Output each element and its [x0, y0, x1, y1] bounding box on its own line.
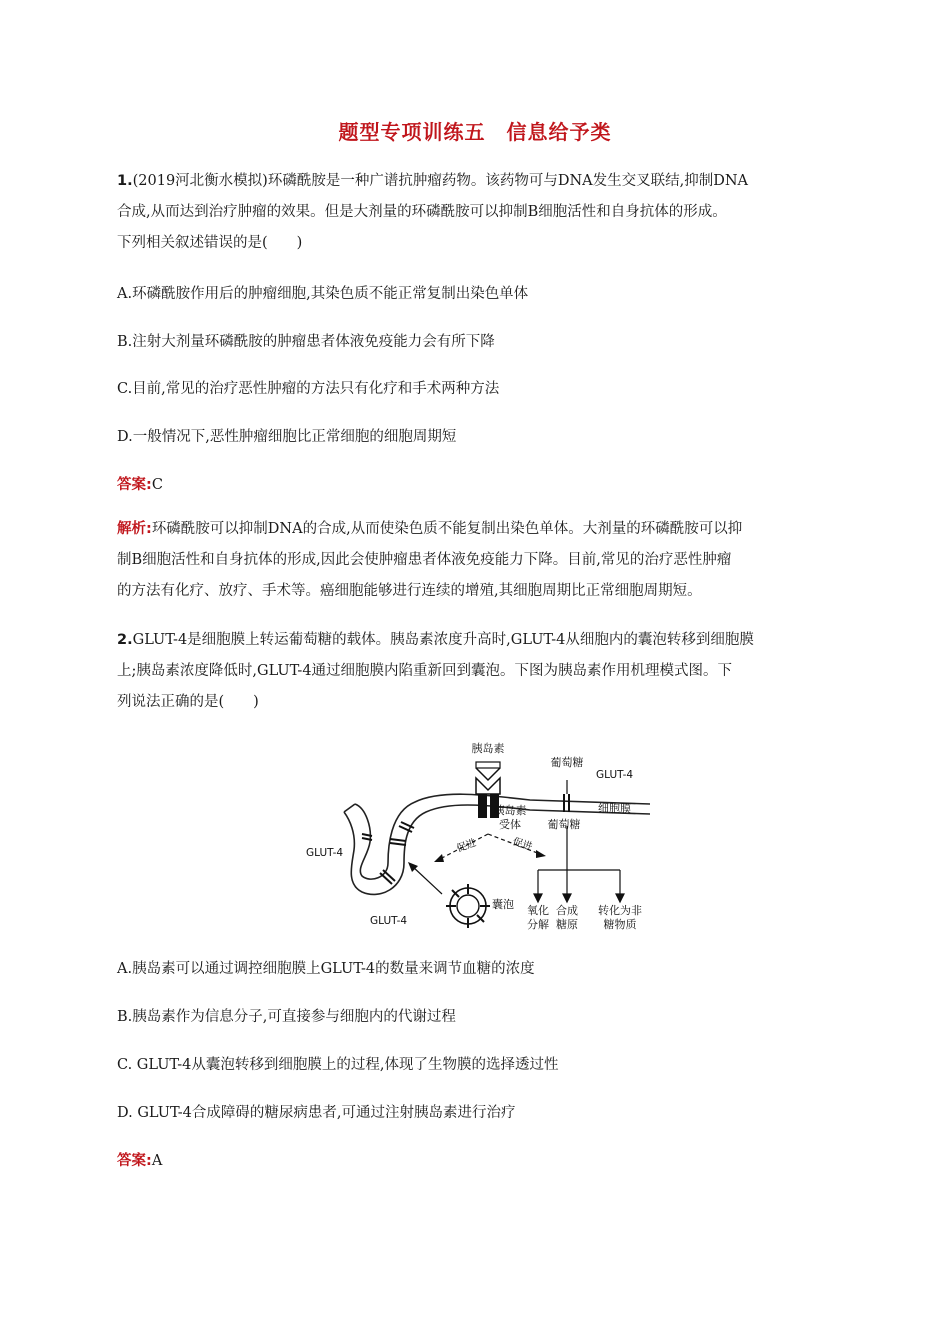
label-oxidation-1: 氧化 — [527, 904, 549, 917]
question-2-line-1: GLUT-4是细胞膜上转运葡萄糖的载体。胰岛素浓度升高时,GLUT-4从细胞内的囊泡转移到细胞膜 — [132, 632, 754, 648]
question-1-line-2: 合成,从而达到治疗肿瘤的效果。但是大剂量的环磷酰胺可以抑制B细胞活性和自身抗体的形成。 — [117, 204, 727, 220]
question-1-stem — [117, 166, 837, 259]
answer-label: 答案: — [117, 477, 152, 493]
vesicle — [446, 884, 490, 928]
label-membrane: 细胞膜 — [598, 802, 631, 815]
question-1-option-c: C.目前,常见的治疗恶性肿瘤的方法只有化疗和手术两种方法 — [117, 381, 500, 397]
label-glut4-bottom: GLUT-4 — [370, 915, 408, 927]
question-1-analysis — [117, 514, 837, 607]
promote-arrowhead-left — [434, 854, 444, 862]
label-receptor-1: 胰岛素 — [493, 804, 527, 817]
label-non-sugar-1: 转化为非 — [598, 904, 642, 917]
question-1-answer — [117, 473, 163, 494]
question-2-option-d: D. GLUT-4合成障碍的糖尿病患者,可通过注射胰岛素进行治疗 — [117, 1105, 516, 1121]
question-1-line-3: 下列相关叙述错误的是( ) — [117, 235, 303, 251]
label-glucose-top: 葡萄糖 — [550, 756, 584, 769]
question-1-option-a: A.环磷酰胺作用后的肿瘤细胞,其染色质不能正常复制出染色单体 — [117, 286, 529, 302]
question-1-option-b: B.注射大剂量环磷酰胺的肿瘤患者体液免疫能力会有所下降 — [117, 334, 495, 350]
question-2-line-3: 列说法正确的是( ) — [117, 694, 259, 710]
glucose-pathway-arrows — [534, 780, 624, 902]
label-non-sugar-2: 糖物质 — [603, 918, 637, 931]
question-1-option-d: D.一般情况下,恶性肿瘤细胞比正常细胞的细胞周期短 — [117, 429, 457, 445]
question-2-line-2: 上;胰岛素浓度降低时,GLUT-4通过细胞膜内陷重新回到囊泡。下图为胰岛素作用机理模式图。下 — [117, 663, 733, 679]
question-1-line-1: (2019河北衡水模拟)环磷酰胺是一种广谱抗肿瘤药物。该药物可与DNA发生交叉联结,抑制DNA — [132, 173, 748, 189]
question-2-stem — [117, 625, 837, 718]
vesicle-to-membrane-arrow — [412, 866, 442, 894]
label-oxidation-2: 分解 — [527, 918, 549, 931]
question-1-number: 1. — [117, 173, 133, 189]
label-promote-2: 促进 — [511, 836, 534, 854]
label-glut4-left: GLUT-4 — [306, 847, 344, 859]
answer-value-2: A — [151, 1153, 163, 1169]
analysis-line-3: 的方法有化疗、放疗、手术等。癌细胞能够进行连续的增殖,其细胞周期比正常细胞周期短。 — [117, 583, 702, 599]
analysis-line-2: 制B细胞活性和自身抗体的形成,因此会使肿瘤患者体液免疫能力下降。目前,常见的治疗恶性肿瘤 — [117, 552, 732, 568]
answer-label-2: 答案: — [117, 1153, 152, 1169]
label-vesicle: 囊泡 — [492, 898, 514, 911]
question-2-number: 2. — [117, 632, 133, 648]
label-glucose-inside: 葡萄糖 — [547, 818, 581, 831]
label-insulin: 胰岛素 — [471, 742, 505, 755]
label-glycogen-1: 合成 — [556, 904, 578, 917]
analysis-label: 解析: — [117, 521, 152, 537]
question-2-answer — [117, 1149, 162, 1170]
insulin-mechanism-diagram — [300, 738, 650, 938]
question-2-option-c: C. GLUT-4从囊泡转移到细胞膜上的过程,体现了生物膜的选择透过性 — [117, 1057, 559, 1073]
answer-value: C — [151, 477, 163, 493]
question-2-option-a: A.胰岛素可以通过调控细胞膜上GLUT-4的数量来调节血糖的浓度 — [117, 961, 535, 977]
page-title: 题型专项训练五 信息给予类 — [338, 120, 612, 144]
label-glut4-right: GLUT-4 — [596, 769, 634, 781]
label-promote-1: 促进 — [455, 837, 478, 855]
question-2-option-b: B.胰岛素作为信息分子,可直接参与细胞内的代谢过程 — [117, 1009, 456, 1025]
label-receptor-2: 受体 — [499, 818, 521, 831]
analysis-line-1: 环磷酰胺可以抑制DNA的合成,从而使染色质不能复制出染色单体。大剂量的环磷酰胺可以抑 — [151, 521, 743, 537]
promote-arrowhead-right — [536, 850, 546, 858]
label-glycogen-2: 糖原 — [556, 918, 578, 931]
